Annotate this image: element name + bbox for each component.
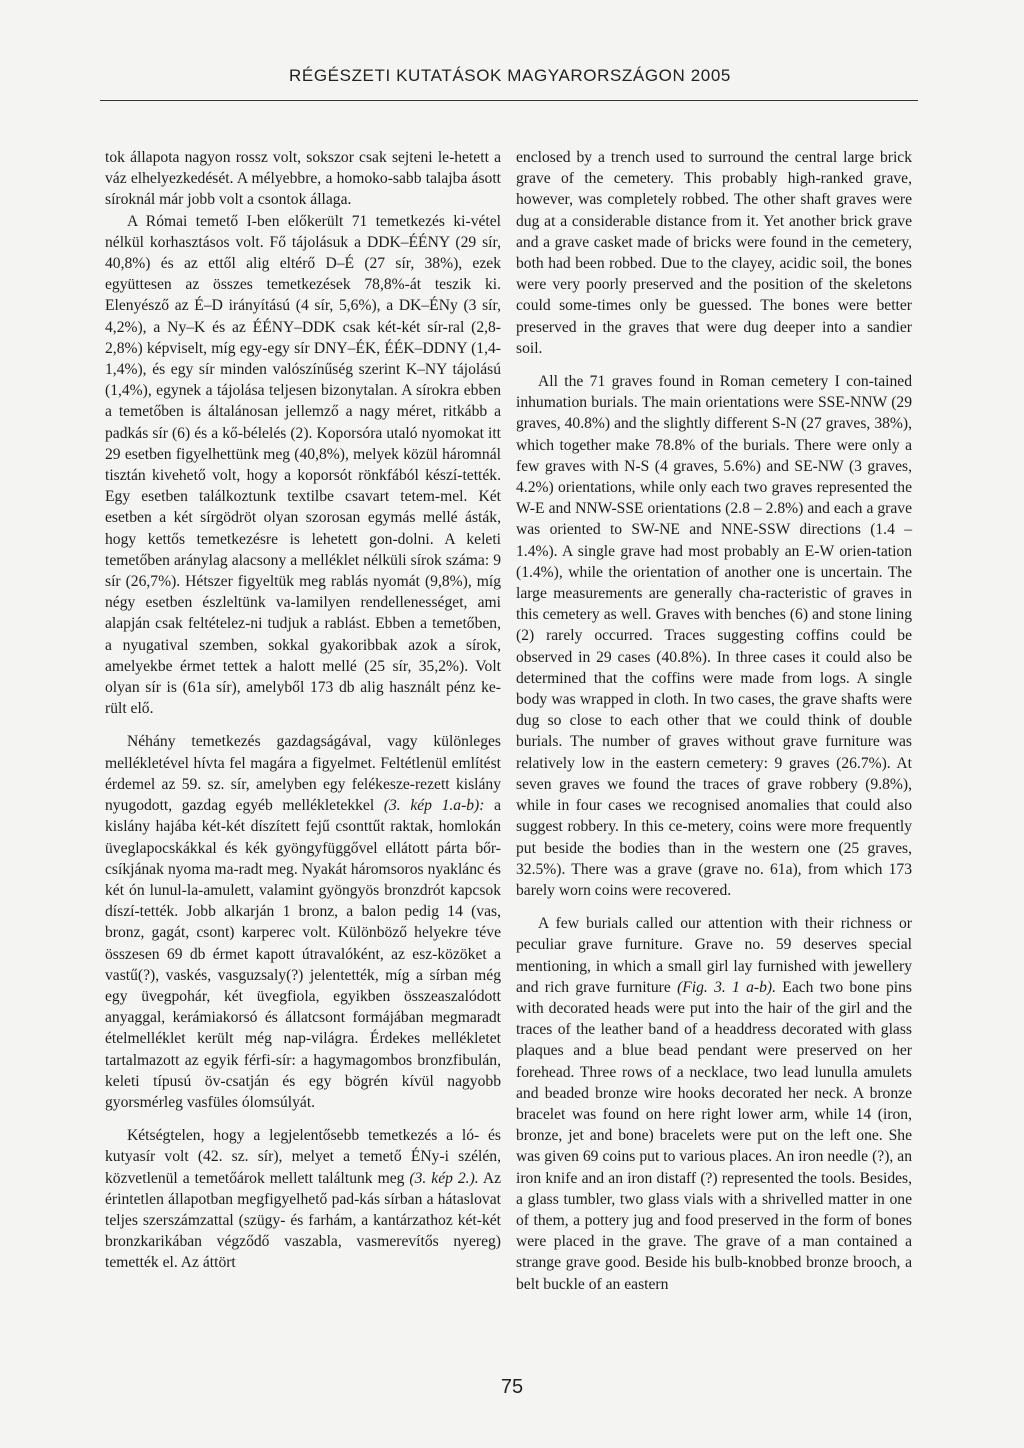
header-rule <box>100 100 918 101</box>
right-paragraph-3-text-b: Each two bone pins with decorated heads were put into the hair of the girl and the traces of the leather band of a headdress decorated with glass plaques and a blue bead pendant were preserved on her forehead. Three rows of a necklace, two lead lunulla amulets and beaded bronze wire hooks decorated her neck. A bronze bracelet was found on here right lower arm, while 14 (iron, bronze, jet and bone) bracelets were put on the left one. She was given 69 coins put to various places. An iron needle (?), an iron knife and an iron distaff (?) represented the tools. Besides, a glass tumbler, two glass vials with a shrivelled matter in one of them, a pottery jug and food preserved in the form of bones were placed in the grave. The grave of a man contained a strange grave good. Beside his bulb-knobbed bronze brooch, a belt buckle of an eastern <box>516 978 912 1293</box>
page-number: 75 <box>500 1376 524 1398</box>
left-paragraph-2: A Római temető I-ben előkerült 71 temetkezés ki-vétel nélkül korhasztásos volt. Fő tájolásuk a DDK–ÉÉNY (29 sír, 40,8%) és az ettől alig eltérő D–É (27 sír, 38%), ezek együttesen az összes temetkezések 78,8%-át teszik ki. Elenyésző az É–D irányítású (4 sír, 5,6%), a DK–ÉNy (3 sír, 4,2%), a Ny–K és az ÉÉNY–DDK csak két-két sír-ral (2,8-2,8%) képviselt, míg egy-egy sír DNY–ÉK, ÉÉK–DDNY (1,4-1,4%), és egy sír minden valószínűség szerint K–NY tájolású (1,4%), egynek a tájolása teljesen bizonytalan. A sírokra ebben a temetőben is általánosan jellemző a nagy méret, ritkább a padkás sír (6) és a kő-bélelés (2). Koporsóra utaló nyomokat itt 29 esetben figyelhettünk meg (40,8%), melyek közül háromnál tisztán kivehető volt, hogy a koporsót rönkfából készí-tették. Egy esetben találkoztunk textilbe csavart tetem-mel. Két esetben a két sírgödröt olyan szorosan egymás mellé ásták, hogy kettős temetkezésre is lehetett gon-dolni. A keleti temetőben aránylag alacsony a melléklet nélküli sírok száma: 9 sír (26,7%). Hétszer figyeltük meg rablás nyomát (9,8%), míg négy esetben észleltünk va-lamilyen rendellenességet, ami alapján csak feltételez-ni tudjuk a rablást. Ebben a temetőben, a nyugatival szemben, sokkal gyakoribbak azok a sírok, amelyekbe érmet tettek a halott mellé (25 sír, 35,2%). Volt olyan sír is (61a sír), amelyből 173 db alig használt pénz ke-rült elő. <box>105 212 501 718</box>
left-column-hungarian <box>105 147 501 1274</box>
right-column-english <box>516 147 912 1295</box>
left-paragraph-4-text-b: Az érintetlen állapotban megfigyelhető pad-kás sírban a hátaslovat teljes szerszámzattal (szügy- és farhám, a kantárzathoz két-két bronzkarikában végződő vaszabla, vasmerevítős nyereg) temették el. Az áttört <box>105 1169 501 1272</box>
right-paragraph-3 <box>516 913 912 1295</box>
right-paragraph-1: enclosed by a trench used to surround the central large brick grave of the cemetery. This probably high-ranked grave, however, was completely robbed. The other shaft graves were dug at a considerable distance from it. Yet another brick grave and a grave casket made of bricks were found in the cemetery, both had been robbed. Due to the clayey, acidic soil, the bones were very poorly preserved and the position of the skeletons could some-times only be guessed. The bones were better preserved in the graves that were dug deeper into a sandier soil. <box>516 149 912 357</box>
left-paragraph-3-text-b: a kislány hajába két-két díszített fejű csonttűt raktak, homlokán üveglapocskákkal és kék gyöngyfüggővel ellátott párta bőr-csíkjának nyoma ma-radt meg. Nyakát háromsoros nyaklánc és két ón lunul-la-amulett, valamint gyöngyös bronzdrót kapcsok díszí-tették. Jobb alkarján 1 bronz, a balon pedig 14 (vas, bronz, gagát, csont) karperec volt. Különböző helyekre téve összesen 69 db érmet kapott útravalóként, az esz-közöket a vastű(?), vaskés, vasguzsaly(?) jelentették, míg a sírban még egy üvegpohár, két üvegfiola, egyikben összeaszalódott anyaggal, kerámiakorsó és állatcsont formájában megmaradt ételmelléklet került még nap-világra. Érdekes mellékletet tartalmazott az egyik férfi-sír: a hagymagombos bronzfibulán, keleti típusú öv-csatján és egy bögrén kívül nagyobb gyorsmérleg vasfüles ólomsúlyát. <box>105 797 501 1111</box>
figure-reference-fig-3-1: (Fig. 3. 1 a-b). <box>677 978 777 996</box>
left-paragraph-1: tok állapota nagyon rossz volt, sokszor csak sejteni le-hetett a váz elhelyezkedését. A mélyebbre, a homoko-sabb talajba ásott síroknál már jobb volt a csontok állaga. <box>105 149 501 209</box>
right-paragraph-2: All the 71 graves found in Roman cemetery I con-tained inhumation burials. The main orientations were SSE-NNW (29 graves, 40.8%) and the slightly different S-N (27 graves, 38%), which together make 78.8% of the burials. There were only a few graves with N-S (4 graves, 5.6%) and SE-NW (3 graves, 4.2%) orientations, while only each two graves represented the W-E and NNW-SSE orientations (2.8 – 2.8%) and each a grave was oriented to SW-NE and NNE-SSW directions (1.4 – 1.4%). A single grave had most probably an E-W orien-tation (1.4%), while the orientation of another one is uncertain. The large measurements are generally cha-racteristic of graves in this cemetery as well. Graves with benches (6) and stone lining (2) rarely occurred. Traces suggesting coffins could be observed in 29 cases (40.8%). In three cases it could also be determined that the coffins were made from logs. A single body was wrapped in cloth. In two cases, the grave shafts were dug so close to each other that we could think of double burials. The number of graves without grave furniture was relatively low in the eastern cemetery: 9 graves (26.7%). At seven graves we found the traces of grave robbery (9.8%), while in four cases we recognised anomalies that could also suggest robbery. In this ce-metery, coins were more frequently put beside the bodies than in the western one (25 graves, 32.5%). There was a grave (grave no. 61a), from which 173 barely worn coins were recovered. <box>516 373 912 899</box>
left-paragraph-4 <box>105 1125 501 1273</box>
left-paragraph-4-text-a: Kétségtelen, hogy a legjelentősebb temetkezés a ló- és kutyasír volt (42. sz. sír), melyet a temető ÉNy-i szélén, közvetlenül a temetőárok mellett találtunk meg <box>105 1127 501 1187</box>
figure-reference-3-2: (3. kép 2.). <box>409 1169 479 1187</box>
left-paragraph-3 <box>105 731 501 1113</box>
figure-reference-3-1: (3. kép 1.a-b): <box>383 797 485 815</box>
right-paragraph-3-text-a: A few burials called our attention with their richness or peculiar grave furniture. Grave no. 59 deserves special mentioning, in which a small girl lay furnished with jewellery and rich grave furniture <box>516 915 912 996</box>
left-paragraph-3-text-a: Néhány temetkezés gazdagságával, vagy különleges mellékletével hívta fel magára a figyelmet. Feltétlenül említést érdemel az 59. sz. sír, amelyben egy felékesze-rezett kislány nyugodott, gazdag egyéb mellékletekkel <box>105 733 501 815</box>
running-head: RÉGÉSZETI KUTATÁSOK MAGYARORSZÁGON 2005 <box>289 66 731 85</box>
